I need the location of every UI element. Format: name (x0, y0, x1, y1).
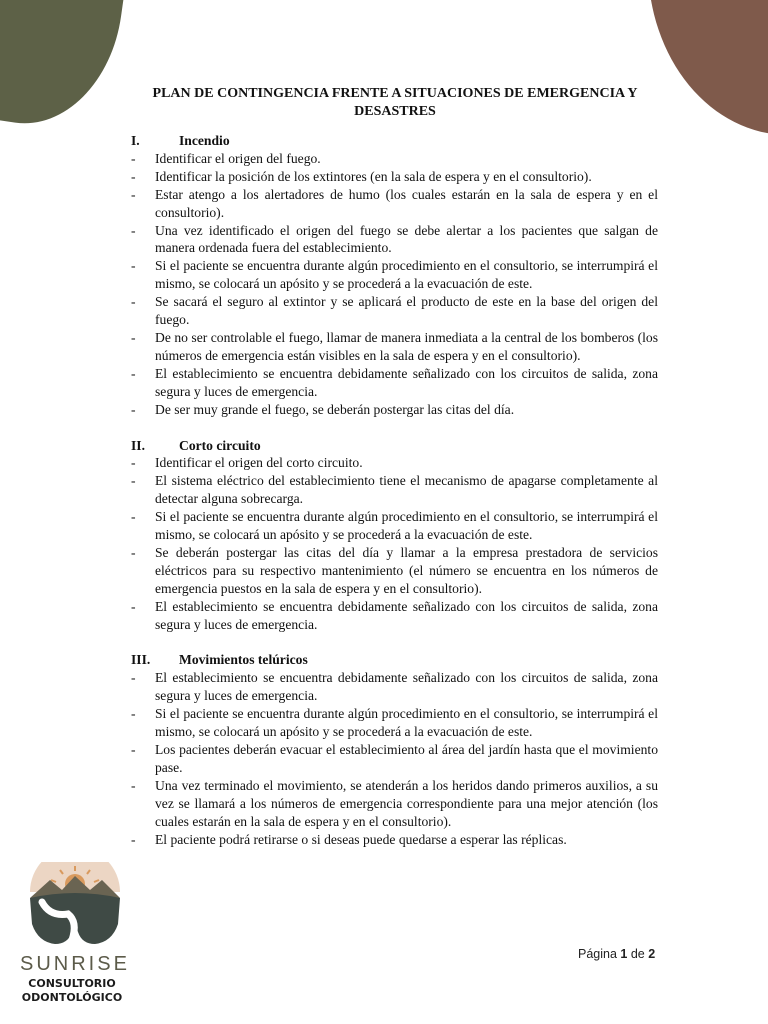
bullet-dash: - (131, 168, 136, 184)
section (131, 437, 658, 634)
list-item (131, 222, 658, 258)
bullet-dash: - (131, 186, 136, 202)
bullet-dash: - (131, 670, 136, 686)
section (131, 132, 658, 419)
list-item (131, 186, 658, 222)
bullet-dash: - (131, 365, 136, 381)
list-item (131, 472, 658, 508)
list-item-text: Identificar el origen del fuego. (155, 150, 321, 166)
list-item-text: El sistema eléctrico del establecimiento tiene el mecanismo de apagarse completamente al detectar alguna sobrecarga. (155, 473, 658, 507)
list-item-text: El establecimiento se encuentra debidamente señalizado con los circuitos de salida, zona segura y luces de emergencia. (155, 365, 658, 399)
list-item (131, 329, 658, 365)
bullet-dash: - (131, 598, 136, 614)
list-item (131, 705, 658, 741)
section-heading (131, 651, 658, 669)
bullet-dash: - (131, 222, 136, 238)
section-number: III. (131, 652, 151, 668)
list-item-text: De no ser controlable el fuego, llamar de manera inmediata a la central de los bomberos (los números de emergencia están visibles en la sala de espera y en el consultorio). (155, 329, 658, 363)
list-item (131, 741, 658, 777)
list-item (131, 365, 658, 401)
list-item-text: Una vez identificado el origen del fuego se debe alertar a los pacientes que salgan de manera ordenada fuera del establecimiento. (155, 222, 658, 256)
list-item-text: El paciente podrá retirarse o si deseas puede quedarse a esperar las réplicas. (155, 831, 567, 847)
bullet-dash: - (131, 742, 136, 757)
corner-decoration-left (0, 0, 130, 135)
bullet-dash: - (131, 258, 136, 274)
list-item (131, 831, 658, 849)
list-item-text: Identificar el origen del corto circuito. (155, 455, 363, 471)
section-title: Corto circuito (179, 437, 261, 453)
list-item (131, 508, 658, 544)
logo-subtitle-line2: ODONTOLÓGICO (21, 991, 123, 1004)
list-item-text: Estar atengo a los alertadores de humo (los cuales estarán en la sala de espera y en el consultorio). (155, 186, 658, 220)
list-item (131, 544, 658, 598)
list-item (131, 598, 658, 634)
page-of: de (630, 947, 645, 961)
sections-container (131, 132, 658, 848)
section-title: Incendio (179, 133, 230, 148)
list-item (131, 777, 658, 831)
list-item-text: Una vez terminado el movimiento, se atenderán a los heridos dando primeros auxilios, a su vez se llamará a los números de emergencia correspondiente para una mejor atención (los cuales estarán en la sala de espera y en el consultorio). (155, 777, 658, 829)
list-item-text: Se deberán postergar las citas del día y llamar a la empresa prestadora de servicios eléctricos para su respectivo mantenimiento (el número se encuentra en los números de emergencia puestos en la sala de espera y en el consultorio). (155, 544, 658, 596)
list-item-text: El establecimiento se encuentra debidamente señalizado con los circuitos de salida, zona segura y luces de emergencia. (155, 598, 658, 632)
page-current: 1 (620, 947, 628, 961)
list-item (131, 401, 658, 419)
list-item-text: De ser muy grande el fuego, se deberán postergar las citas del día. (155, 401, 515, 417)
list-item-text: El establecimiento se encuentra debidamente señalizado con los circuitos de salida, zona segura y luces de emergencia. (155, 670, 658, 704)
section-title: Movimientos telúricos (179, 652, 308, 668)
list-item (131, 293, 658, 329)
bullet-dash: - (131, 777, 136, 793)
page-number (578, 947, 655, 961)
bullet-dash: - (131, 401, 136, 417)
section-number: II. (131, 437, 145, 453)
bullet-dash: - (131, 455, 136, 471)
section-heading (131, 437, 658, 455)
document-body (131, 85, 658, 866)
bullet-dash: - (131, 329, 136, 345)
section-number: I. (131, 133, 140, 148)
logo-name: SUNRISE (20, 953, 130, 975)
list-item-text: Identificar la posición de los extintores (en la sala de espera y en el consultorio). (155, 168, 592, 184)
list-item (131, 168, 658, 186)
logo-subtitle-line1: CONSULTORIO (28, 977, 116, 990)
document-title: PLAN DE CONTINGENCIA FRENTE A SITUACIONES DE EMERGENCIA Y DESASTRES (152, 86, 638, 119)
list-item-text: Se sacará el seguro al extintor y se aplicará el producto de este en la base del origen del fuego. (155, 294, 658, 328)
list-item-text: Si el paciente se encuentra durante algún procedimiento en el consultorio, se interrumpirá el mismo, se colocará un apósito y se procederá a la evacuación de este. (155, 258, 658, 292)
list-item-text: Si el paciente se encuentra durante algún procedimiento en el consultorio, se interrumpirá el mismo, se colocará un apósito y se procederá a la evacuación de este. (155, 706, 658, 740)
bullet-dash: - (131, 544, 136, 560)
list-item-text: Los pacientes deberán evacuar el establecimiento al área del jardín hasta que el movimiento pase. (155, 742, 658, 775)
bullet-dash: - (131, 831, 136, 847)
bullet-dash: - (131, 294, 136, 310)
bullet-dash: - (131, 509, 136, 525)
list-item-text: Si el paciente se encuentra durante algún procedimiento en el consultorio, se interrumpirá el mismo, se colocará un apósito y se procederá a la evacuación de este. (155, 509, 658, 543)
list-item (131, 257, 658, 293)
list-item (131, 669, 658, 705)
page-label: Página (578, 947, 617, 961)
page-total: 2 (648, 947, 656, 961)
bullet-dash: - (131, 706, 136, 722)
section-heading (131, 132, 658, 150)
list-item (131, 454, 658, 472)
bullet-dash: - (131, 150, 136, 166)
bullet-dash: - (131, 473, 136, 489)
list-item (131, 150, 658, 168)
section (131, 651, 658, 848)
